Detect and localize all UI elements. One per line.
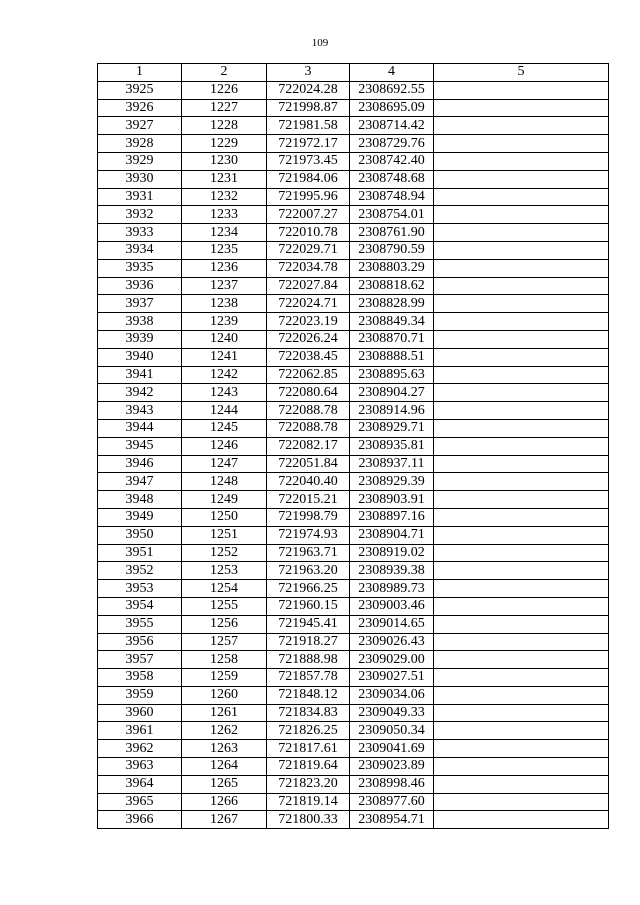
- table-cell: 721823.20: [267, 775, 350, 793]
- table-row: [98, 188, 609, 206]
- table-cell: 2308849.34: [350, 313, 434, 331]
- table-row: [98, 615, 609, 633]
- table-cell: 722088.78: [267, 419, 350, 437]
- table-cell: 2308895.63: [350, 366, 434, 384]
- table-row: [98, 135, 609, 153]
- table-row: [98, 313, 609, 331]
- column-header-4: 4: [350, 64, 434, 82]
- table-cell: 2308989.73: [350, 580, 434, 598]
- table-cell: 2309050.34: [350, 722, 434, 740]
- table-row: [98, 651, 609, 669]
- table-row: [98, 508, 609, 526]
- table-cell: [434, 597, 609, 615]
- table-cell: 2308977.60: [350, 793, 434, 811]
- table-cell: [434, 793, 609, 811]
- table-cell: 1231: [182, 170, 267, 188]
- table-cell: 2309027.51: [350, 669, 434, 687]
- table-cell: 721966.25: [267, 580, 350, 598]
- table-cell: 1232: [182, 188, 267, 206]
- table-cell: 2308803.29: [350, 259, 434, 277]
- table-cell: 1264: [182, 758, 267, 776]
- table-cell: 721834.83: [267, 704, 350, 722]
- table-cell: 721819.14: [267, 793, 350, 811]
- table-cell: 3950: [98, 526, 182, 544]
- table-row: [98, 277, 609, 295]
- table-cell: 721972.17: [267, 135, 350, 153]
- table-cell: 721963.20: [267, 562, 350, 580]
- table-cell: [434, 775, 609, 793]
- table-cell: 3944: [98, 419, 182, 437]
- table-cell: 1265: [182, 775, 267, 793]
- table-cell: 2308954.71: [350, 811, 434, 829]
- table-cell: 2308742.40: [350, 152, 434, 170]
- table-cell: 721888.98: [267, 651, 350, 669]
- table-cell: 2309049.33: [350, 704, 434, 722]
- table-cell: 3963: [98, 758, 182, 776]
- table-cell: 2308939.38: [350, 562, 434, 580]
- table-cell: 721848.12: [267, 686, 350, 704]
- table-cell: 2308929.71: [350, 419, 434, 437]
- table-cell: 721963.71: [267, 544, 350, 562]
- table-row: [98, 758, 609, 776]
- table-cell: 2308695.09: [350, 99, 434, 117]
- table-cell: 722038.45: [267, 348, 350, 366]
- table-cell: [434, 473, 609, 491]
- table-cell: 722034.78: [267, 259, 350, 277]
- table-row: [98, 117, 609, 135]
- table-cell: 1236: [182, 259, 267, 277]
- table-cell: [434, 633, 609, 651]
- table-cell: 1237: [182, 277, 267, 295]
- table-cell: [434, 330, 609, 348]
- table-row: [98, 295, 609, 313]
- table-cell: 721998.79: [267, 508, 350, 526]
- table-cell: [434, 206, 609, 224]
- table-row: [98, 722, 609, 740]
- table-cell: 2309023.89: [350, 758, 434, 776]
- table-cell: [434, 580, 609, 598]
- table-cell: 3946: [98, 455, 182, 473]
- table-cell: 721984.06: [267, 170, 350, 188]
- table-body: [98, 81, 609, 828]
- table-cell: 3962: [98, 740, 182, 758]
- table-cell: 1234: [182, 224, 267, 242]
- table-cell: 2309029.00: [350, 651, 434, 669]
- table-cell: 1244: [182, 402, 267, 420]
- table-cell: 721998.87: [267, 99, 350, 117]
- table-cell: 2309026.43: [350, 633, 434, 651]
- table-cell: 722007.27: [267, 206, 350, 224]
- table-cell: 1245: [182, 419, 267, 437]
- column-header-3: 3: [267, 64, 350, 82]
- table-cell: [434, 704, 609, 722]
- table-cell: 3939: [98, 330, 182, 348]
- table-cell: 3945: [98, 437, 182, 455]
- table-row: [98, 330, 609, 348]
- table-cell: 2309003.46: [350, 597, 434, 615]
- table-header-row: [98, 64, 609, 82]
- table-cell: 721945.41: [267, 615, 350, 633]
- table-cell: 721981.58: [267, 117, 350, 135]
- table-cell: 1247: [182, 455, 267, 473]
- table-cell: 3959: [98, 686, 182, 704]
- table-cell: 3942: [98, 384, 182, 402]
- table-cell: [434, 81, 609, 99]
- table-cell: 3964: [98, 775, 182, 793]
- table-cell: [434, 669, 609, 687]
- table-row: [98, 259, 609, 277]
- table-cell: 1228: [182, 117, 267, 135]
- table-cell: 3948: [98, 491, 182, 509]
- table-cell: [434, 135, 609, 153]
- table-cell: 2308937.11: [350, 455, 434, 473]
- table-row: [98, 224, 609, 242]
- table-cell: 1258: [182, 651, 267, 669]
- table-cell: 1241: [182, 348, 267, 366]
- table-cell: 2308790.59: [350, 241, 434, 259]
- table-cell: 1233: [182, 206, 267, 224]
- table-cell: 722062.85: [267, 366, 350, 384]
- table-row: [98, 544, 609, 562]
- table-cell: 721826.25: [267, 722, 350, 740]
- table-cell: 2308748.68: [350, 170, 434, 188]
- table-cell: 722015.21: [267, 491, 350, 509]
- table-cell: 722080.64: [267, 384, 350, 402]
- column-header-2: 2: [182, 64, 267, 82]
- table-cell: 2308919.02: [350, 544, 434, 562]
- table-cell: [434, 758, 609, 776]
- table-row: [98, 170, 609, 188]
- table-cell: 3955: [98, 615, 182, 633]
- table-cell: 1238: [182, 295, 267, 313]
- table-cell: 3949: [98, 508, 182, 526]
- table-row: [98, 633, 609, 651]
- table-cell: 3933: [98, 224, 182, 242]
- table-cell: 2308914.96: [350, 402, 434, 420]
- table-row: [98, 419, 609, 437]
- table-cell: 722026.24: [267, 330, 350, 348]
- table-cell: 2308904.27: [350, 384, 434, 402]
- table-cell: 1252: [182, 544, 267, 562]
- table-cell: [434, 491, 609, 509]
- table-cell: 1259: [182, 669, 267, 687]
- table-cell: 1239: [182, 313, 267, 331]
- page-number: 109: [311, 37, 329, 49]
- table-row: [98, 99, 609, 117]
- table-cell: 722024.71: [267, 295, 350, 313]
- table-cell: 1266: [182, 793, 267, 811]
- table-cell: 1254: [182, 580, 267, 598]
- table-row: [98, 241, 609, 259]
- table-cell: 3927: [98, 117, 182, 135]
- table-cell: [434, 544, 609, 562]
- table-cell: [434, 740, 609, 758]
- table-cell: [434, 277, 609, 295]
- table-cell: 3940: [98, 348, 182, 366]
- table-cell: [434, 722, 609, 740]
- table-cell: [434, 295, 609, 313]
- table-row: [98, 686, 609, 704]
- table-cell: 722088.78: [267, 402, 350, 420]
- table-cell: [434, 99, 609, 117]
- table-cell: 722027.84: [267, 277, 350, 295]
- table-cell: [434, 562, 609, 580]
- table-cell: 2308897.16: [350, 508, 434, 526]
- column-header-1: 1: [98, 64, 182, 82]
- table-cell: 1255: [182, 597, 267, 615]
- table-cell: [434, 152, 609, 170]
- table-cell: 2308870.71: [350, 330, 434, 348]
- table-cell: 3943: [98, 402, 182, 420]
- table-cell: 722040.40: [267, 473, 350, 491]
- table-row: [98, 740, 609, 758]
- table-cell: [434, 455, 609, 473]
- table-cell: [434, 348, 609, 366]
- table-cell: 2308714.42: [350, 117, 434, 135]
- table-cell: [434, 188, 609, 206]
- table-cell: 1248: [182, 473, 267, 491]
- table-cell: 1230: [182, 152, 267, 170]
- table-cell: 721995.96: [267, 188, 350, 206]
- table-row: [98, 704, 609, 722]
- table-row: [98, 811, 609, 829]
- table-row: [98, 562, 609, 580]
- table-row: [98, 366, 609, 384]
- table-cell: 721817.61: [267, 740, 350, 758]
- table-cell: 1246: [182, 437, 267, 455]
- table-cell: 3954: [98, 597, 182, 615]
- table-cell: 3961: [98, 722, 182, 740]
- table-cell: 3936: [98, 277, 182, 295]
- table-cell: 721974.93: [267, 526, 350, 544]
- table-cell: 2308903.91: [350, 491, 434, 509]
- table-cell: 722010.78: [267, 224, 350, 242]
- table-row: [98, 384, 609, 402]
- table-cell: [434, 615, 609, 633]
- table-cell: 1240: [182, 330, 267, 348]
- table-cell: [434, 437, 609, 455]
- table-cell: 1267: [182, 811, 267, 829]
- table-cell: 2308998.46: [350, 775, 434, 793]
- table-cell: 2308748.94: [350, 188, 434, 206]
- table-cell: [434, 170, 609, 188]
- table-cell: [434, 686, 609, 704]
- table-cell: 2308729.76: [350, 135, 434, 153]
- table-cell: 722024.28: [267, 81, 350, 99]
- column-header-5: 5: [434, 64, 609, 82]
- table-row: [98, 793, 609, 811]
- table-cell: [434, 811, 609, 829]
- table-cell: 3934: [98, 241, 182, 259]
- table-cell: [434, 224, 609, 242]
- table-cell: 3966: [98, 811, 182, 829]
- table-cell: 3932: [98, 206, 182, 224]
- table-cell: [434, 259, 609, 277]
- table-cell: 3951: [98, 544, 182, 562]
- table-cell: 2308754.01: [350, 206, 434, 224]
- table-cell: 1235: [182, 241, 267, 259]
- table-row: [98, 491, 609, 509]
- table-cell: 3956: [98, 633, 182, 651]
- table-cell: [434, 402, 609, 420]
- table-row: [98, 348, 609, 366]
- table-cell: 721857.78: [267, 669, 350, 687]
- table-row: [98, 775, 609, 793]
- table-cell: 3937: [98, 295, 182, 313]
- table-cell: 2308818.62: [350, 277, 434, 295]
- table-cell: 3958: [98, 669, 182, 687]
- table-cell: 2309014.65: [350, 615, 434, 633]
- table-cell: [434, 419, 609, 437]
- table-cell: 1253: [182, 562, 267, 580]
- table-row: [98, 455, 609, 473]
- table-row: [98, 669, 609, 687]
- table-cell: 722029.71: [267, 241, 350, 259]
- table-row: [98, 473, 609, 491]
- table-cell: 1229: [182, 135, 267, 153]
- table-cell: 3953: [98, 580, 182, 598]
- table-cell: 3947: [98, 473, 182, 491]
- table-row: [98, 437, 609, 455]
- table-cell: 1227: [182, 99, 267, 117]
- table-cell: 3929: [98, 152, 182, 170]
- table-cell: 1257: [182, 633, 267, 651]
- table-cell: 3926: [98, 99, 182, 117]
- table-cell: 3938: [98, 313, 182, 331]
- table-cell: 721960.15: [267, 597, 350, 615]
- table-row: [98, 206, 609, 224]
- table-cell: 721819.64: [267, 758, 350, 776]
- table-cell: 3925: [98, 81, 182, 99]
- table-cell: 1263: [182, 740, 267, 758]
- table-cell: [434, 508, 609, 526]
- table-cell: 2308828.99: [350, 295, 434, 313]
- table-cell: 2308761.90: [350, 224, 434, 242]
- table-cell: 1250: [182, 508, 267, 526]
- table-cell: 1249: [182, 491, 267, 509]
- table-cell: 2308929.39: [350, 473, 434, 491]
- table-row: [98, 597, 609, 615]
- table-cell: 3965: [98, 793, 182, 811]
- table-cell: 721973.45: [267, 152, 350, 170]
- table-cell: 3957: [98, 651, 182, 669]
- table-cell: 2308692.55: [350, 81, 434, 99]
- table-cell: 2308904.71: [350, 526, 434, 544]
- table-cell: 1251: [182, 526, 267, 544]
- table-cell: [434, 313, 609, 331]
- table-cell: 722023.19: [267, 313, 350, 331]
- table-cell: 1242: [182, 366, 267, 384]
- coordinates-table: [97, 63, 609, 829]
- table-cell: 721918.27: [267, 633, 350, 651]
- table-cell: [434, 241, 609, 259]
- table-cell: 2308935.81: [350, 437, 434, 455]
- table-cell: 3930: [98, 170, 182, 188]
- table-cell: 721800.33: [267, 811, 350, 829]
- table-cell: 1261: [182, 704, 267, 722]
- table-cell: 3928: [98, 135, 182, 153]
- table-cell: 3931: [98, 188, 182, 206]
- table-row: [98, 580, 609, 598]
- table-cell: 3960: [98, 704, 182, 722]
- table-cell: 2308888.51: [350, 348, 434, 366]
- table-cell: 1262: [182, 722, 267, 740]
- table-cell: 3935: [98, 259, 182, 277]
- table-row: [98, 526, 609, 544]
- table-cell: 1260: [182, 686, 267, 704]
- table-cell: 3952: [98, 562, 182, 580]
- table-cell: [434, 651, 609, 669]
- table-cell: 2309041.69: [350, 740, 434, 758]
- table-cell: 2309034.06: [350, 686, 434, 704]
- table-row: [98, 81, 609, 99]
- table-row: [98, 402, 609, 420]
- table-cell: 1243: [182, 384, 267, 402]
- table-cell: [434, 384, 609, 402]
- table-cell: [434, 526, 609, 544]
- table-cell: 1226: [182, 81, 267, 99]
- table-cell: [434, 366, 609, 384]
- table-cell: 722082.17: [267, 437, 350, 455]
- table-cell: [434, 117, 609, 135]
- table-row: [98, 152, 609, 170]
- table-cell: 3941: [98, 366, 182, 384]
- table-cell: 722051.84: [267, 455, 350, 473]
- table-cell: 1256: [182, 615, 267, 633]
